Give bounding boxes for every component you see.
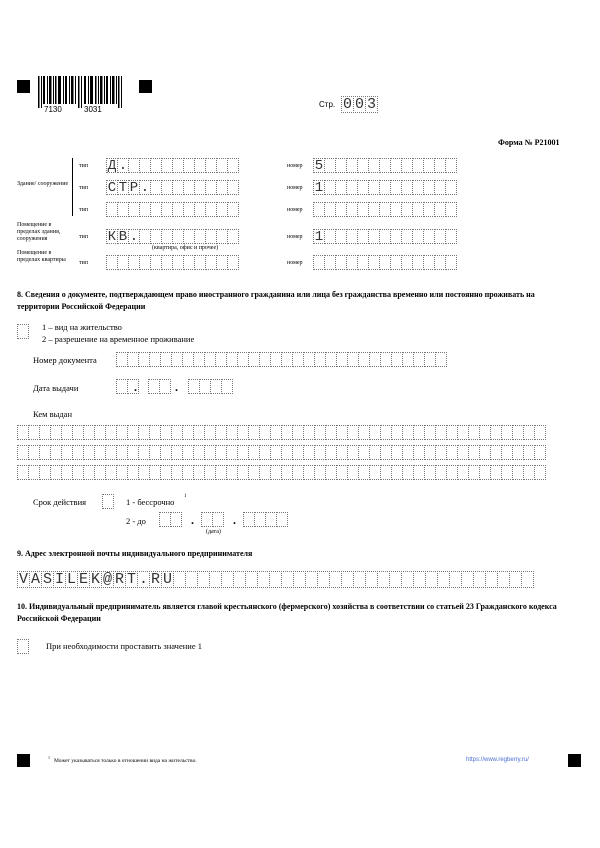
character-cell[interactable] [445, 229, 457, 244]
character-cell[interactable] [227, 158, 239, 173]
barcode-number-left: 7130 [44, 105, 62, 114]
corner-marker-bottom-right [568, 754, 581, 767]
footnote-ref: 1 [184, 494, 187, 499]
character-cell[interactable]: . [118, 158, 128, 174]
character-cell[interactable]: Т [118, 180, 128, 196]
email-cells[interactable] [17, 571, 533, 588]
type-label: тип [79, 163, 89, 169]
date-hint: (дата) [206, 529, 221, 535]
character-cell[interactable] [534, 445, 546, 460]
character-cell[interactable]: S [42, 571, 52, 588]
date-separator: . [134, 380, 137, 394]
character-cell[interactable] [170, 512, 182, 527]
character-cell[interactable]: 0 [342, 96, 352, 113]
barcode [38, 76, 126, 116]
validity-day-cells[interactable] [159, 512, 181, 527]
type-label: тип [79, 207, 89, 213]
section-8-title: 8. Сведения о документе, подтверждающем право иностранного гражданина или лица без гражданства временно или постоянно проживать на территории Российской Федерации [17, 290, 535, 311]
character-cell[interactable] [534, 465, 546, 480]
issued-by-label: Кем выдан [33, 409, 72, 419]
character-cell[interactable]: 0 [354, 96, 364, 113]
apartment-number-cells[interactable] [313, 255, 456, 270]
section-9-title: 9. Адрес электронной почты индивидуального предпринимателя [17, 549, 253, 558]
issued-by-cells[interactable] [17, 425, 545, 440]
form-label: Форма № Р21001 [498, 138, 560, 147]
building-type-cells[interactable] [106, 158, 238, 173]
character-cell[interactable]: @ [102, 571, 112, 588]
doc-number-label: Номер документа [33, 355, 97, 365]
number-label: номер [287, 163, 303, 169]
character-cell[interactable]: 1 [314, 180, 324, 196]
character-cell[interactable]: . [138, 571, 148, 588]
character-cell[interactable]: К [107, 229, 117, 245]
doc-number-cells[interactable] [116, 352, 446, 367]
character-cell[interactable] [445, 180, 457, 195]
footnote-marker: 1 [48, 755, 50, 760]
character-cell[interactable]: A [30, 571, 40, 588]
character-cell[interactable] [159, 379, 171, 394]
apartment-type-cells[interactable] [106, 255, 238, 270]
document-type-checkbox[interactable] [17, 324, 29, 339]
date-separator: . [175, 380, 178, 394]
validity-label: Срок действия [33, 497, 87, 507]
character-cell[interactable] [445, 158, 457, 173]
character-cell[interactable] [227, 202, 239, 217]
number-label: номер [287, 234, 303, 240]
corner-marker-top-right [139, 80, 152, 93]
building-bracket [72, 158, 73, 216]
character-cell[interactable]: L [66, 571, 76, 588]
character-cell[interactable]: В [118, 229, 128, 245]
character-cell[interactable] [276, 512, 288, 527]
footnote: Может указываться только в отношении вида на жительство. [54, 758, 197, 764]
type-label: тип [79, 260, 89, 266]
number-label: номер [287, 207, 303, 213]
premises-building-label: Помещение в пределах здания, сооружения [17, 222, 61, 242]
extra-type-cells[interactable] [106, 202, 238, 217]
type-label: тип [79, 185, 89, 191]
character-cell[interactable]: 3 [366, 96, 376, 113]
character-cell[interactable] [212, 512, 224, 527]
building-label: Здание/ сооружение [17, 181, 69, 187]
character-cell[interactable]: U [162, 571, 172, 588]
validity-until: 2 - до [126, 516, 146, 526]
character-cell[interactable] [445, 255, 457, 270]
character-cell[interactable]: R [150, 571, 160, 588]
date-separator: . [191, 513, 194, 527]
issue-month-cells[interactable] [148, 379, 170, 394]
page-label: Стр. [319, 100, 336, 109]
character-cell[interactable]: V [18, 571, 28, 588]
validity-month-cells[interactable] [201, 512, 223, 527]
issue-year-cells[interactable] [188, 379, 232, 394]
issued-by-cells[interactable] [17, 445, 545, 460]
structure-type-cells[interactable] [106, 180, 238, 195]
character-cell[interactable]: С [107, 180, 117, 196]
page-number-cells [341, 96, 377, 113]
character-cell[interactable] [221, 379, 233, 394]
character-cell[interactable]: . [140, 180, 150, 196]
option-temporary-residence: 2 – разрешение на временное проживание [42, 334, 195, 344]
validity-checkbox[interactable] [102, 494, 114, 509]
validity-year-cells[interactable] [243, 512, 287, 527]
barcode-number-right: 3031 [84, 105, 102, 114]
farm-head-checkbox[interactable] [17, 639, 29, 654]
validity-unlimited: 1 - бессрочно [126, 497, 175, 507]
number-label: номер [287, 185, 303, 191]
character-cell[interactable]: Р [129, 180, 139, 196]
character-cell[interactable] [445, 202, 457, 217]
character-cell[interactable]: I [54, 571, 64, 588]
premises-hint: (квартира, офис и прочее) [152, 245, 219, 251]
character-cell[interactable] [521, 571, 534, 588]
extra-number-cells[interactable] [313, 202, 456, 217]
character-cell[interactable] [127, 379, 139, 394]
option-residence-permit: 1 – вид на жительство [42, 322, 122, 332]
character-cell[interactable] [435, 352, 447, 367]
character-cell[interactable] [227, 255, 239, 270]
premises-number-cells[interactable] [313, 229, 456, 244]
character-cell[interactable]: T [126, 571, 136, 588]
section-10-title: 10. Индивидуальный предприниматель является главой крестьянского (фермерского) хозяйства в соответствии со статьей 23 Гражданского кодекса Российской Федерации [17, 602, 557, 623]
source-link[interactable]: https://www.regberry.ru/ [466, 757, 529, 763]
structure-number-cells[interactable] [313, 180, 456, 195]
number-label: номер [287, 260, 303, 266]
character-cell[interactable]: 5 [314, 158, 324, 174]
character-cell[interactable] [227, 180, 239, 195]
premises-apartment-label: Помещение в пределах квартиры [17, 250, 66, 263]
character-cell[interactable]: R [114, 571, 124, 588]
character-cell[interactable] [534, 425, 546, 440]
character-cell[interactable]: K [90, 571, 100, 588]
character-cell[interactable]: 1 [314, 229, 324, 245]
character-cell[interactable]: . [129, 229, 139, 245]
character-cell[interactable]: E [78, 571, 88, 588]
premises-type-cells[interactable] [106, 229, 238, 244]
building-number-cells[interactable] [313, 158, 456, 173]
issue-date-label: Дата выдачи [33, 383, 79, 393]
type-label: тип [79, 234, 89, 240]
issued-by-cells[interactable] [17, 465, 545, 480]
character-cell[interactable]: Д [107, 158, 117, 174]
character-cell[interactable] [227, 229, 239, 244]
farm-head-note: При необходимости проставить значение 1 [46, 641, 202, 651]
corner-marker-bottom-left [17, 754, 30, 767]
corner-marker-top-left [17, 80, 30, 93]
date-separator: . [233, 513, 236, 527]
